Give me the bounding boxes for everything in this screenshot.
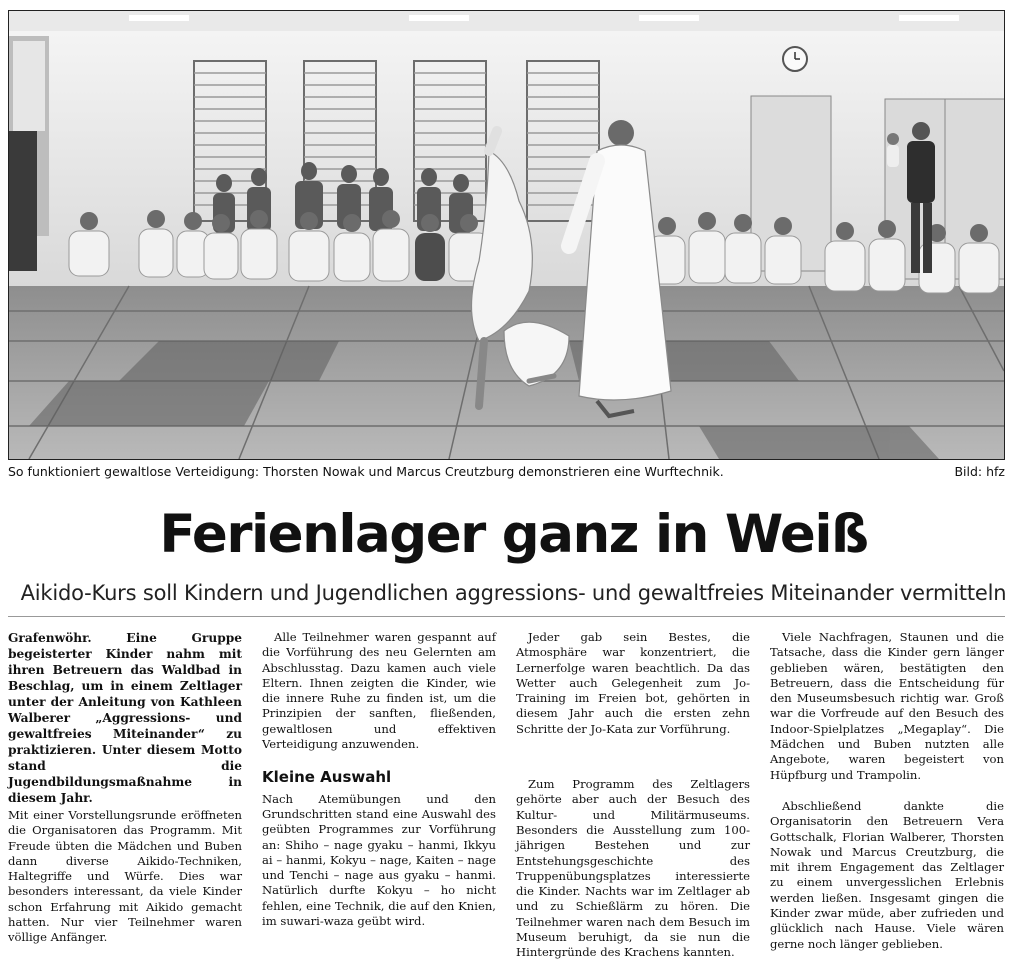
section-subtitle: Kleine Auswahl: [262, 768, 392, 787]
article-paragraph: Alle Teilnehmer waren gespannt auf die Vorführung des neu Gelernten am Abschlusstag. Dazu kamen auch viele Eltern. Ihnen zeigten die Kinder, wie die innere Ruhe zu finden ist, um die Prinzipien der sanften, fließenden, gewaltlosen und effektiven Verteidigung anzuwenden.: [262, 630, 496, 752]
photo-caption: So funktioniert gewaltlose Verteidigung: Thorsten Nowak und Marcus Creutzburg demonstrieren eine Wurftechnik.: [8, 464, 724, 479]
article-paragraph: Abschließend dankte die Organisatorin den Betreuern Vera Gottschalk, Florian Walberer, Thorsten Nowak und Marcus Creutzburg, die mit ihrem Engagement das Zeltlager zu einem unvergesslichen Erlebnis werden ließen. Insgesamt gingen die Kinder zwar müde, aber zufrieden und glücklich nach Hause. Viele wären gerne noch länger geblieben.: [770, 798, 1004, 951]
divider: [8, 616, 1005, 617]
article-paragraph: Mit einer Vorstellungsrunde eröffneten die Organisatoren das Programm. Mit Freude übten die Mädchen und Buben dann diverse Aikido-Techniken, Haltegriffe und Würfe. Dies war besonders interessant, da viele Kinder schon Erfahrung mit Aikido gemacht hatten. Nur vier Teilnehmer waren völlige Anfänger.: [8, 808, 242, 945]
article-paragraph: Nach Atemübungen und den Grundschritten stand eine Auswahl des geübten Programmes zur Vorführung an: Shiho – nage gyaku – hanmi, Ikkyu ai – hanmi, Kokyu – nage, Kaiten – nage und Tenchi – nage aus gyaku – hanmi. Natürlich durfte Kokyu – ho nicht fehlen, eine Technik, die auf den Knien, im suwari-waza geübt wird.: [262, 791, 496, 929]
column-3: [516, 630, 750, 961]
article-headline: Ferienlager ganz in Weiß: [159, 504, 868, 565]
column-2: [262, 630, 496, 929]
column-4: [770, 630, 1004, 952]
article-paragraph: Viele Nachfragen, Staunen und die Tatsache, dass die Kinder gern länger geblieben wären, bestätigten den Betreuern, dass die Entscheidung für den Museumsbesuch richtig war. Groß war die Vorfreude auf den Besuch des Indoor-Spielplatzes „Megaplay“. Die Mädchen und Buben nutzten alle Angebote, waren begeistert von Hüpfburg und Trampolin.: [770, 630, 1004, 782]
column-1: [8, 630, 242, 946]
aikido-demonstration-photo: [9, 11, 1004, 459]
article-photo: [8, 10, 1005, 460]
photo-caption-row: [8, 464, 1005, 479]
article-lead: Grafenwöhr. Eine Gruppe begeisterter Kinder nahm mit ihren Betreuern das Waldbad in Beschlag, um in einem Zeltlager unter der Anleitung von Kathleen Walberer „Aggressions- und gewaltfreies Miteinander“ zu praktizieren. Unter diesem Motto stand die Jugendbildungsmaßnahme in diesem Jahr.: [8, 631, 242, 805]
article-paragraph: Zum Programm des Zeltlagers gehörte aber auch der Besuch des Kultur- und Militärmuseums. Besonders die Ausstellung zum 100-jährigen Bestehen und zur Entstehungsgeschichte des Truppenübungsplatzes interessierte die Kinder. Nachts war im Zeltlager ab und zu Schießlärm zu hören. Die Teilnehmer waren nach dem Besuch im Museum beruhigt, da sie nun die Hintergründe des Krachens kannten.: [516, 777, 750, 960]
article-subheadline: Aikido-Kurs soll Kindern und Jugendlichen aggressions- und gewaltfreies Miteinander vermitteln: [20, 581, 1007, 605]
photo-credit: Bild: hfz: [954, 464, 1005, 479]
article-paragraph: Jeder gab sein Bestes, die Atmosphäre war konzentriert, die Lernerfolge waren beachtlich. Da das Wetter auch Gelegenheit zum Jo-Training im Freien bot, gehörten in diesem Jahr auch die ersten zehn Schritte der Jo-Kata zur Vorführung.: [516, 630, 750, 736]
